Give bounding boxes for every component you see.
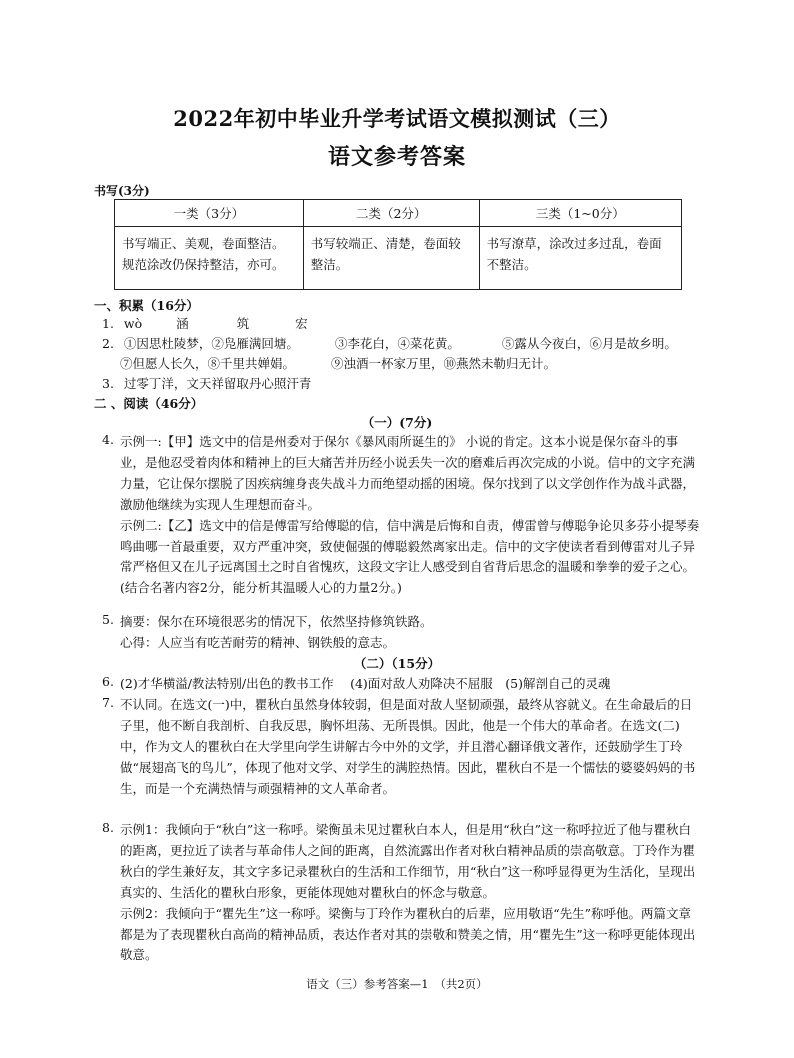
question-7-answer: 不认同。在选文(一)中，瞿秋白虽然身体较弱，但是面对敌人坚韧顽强，最终从容就义。在生命最后的日子里，他不断自我剖析、自我反思，胸怀坦荡、无所畏惧。因此，他是一个伟大的革命者。在选文(二)中，作为文人的瞿秋白在大学里向学生讲解古今中外的文学，并且潜心翻译俄文著作，还鼓励学生丁玲做“展翅高飞的鸟儿”，体现了他对文学、对学生的满腔热情。因此，瞿秋白不是一个懦怯的婆婆妈妈的书生，而是一个充满热情与顽强精神的文人革命者。 <box>120 697 696 796</box>
question-3: 3. 过零丁洋，文天祥留取丹心照汗青 <box>102 376 312 391</box>
table-header-row <box>115 200 682 227</box>
writing-criteria-table <box>114 199 682 290</box>
question-number: 8. <box>102 820 114 835</box>
question-number: 2. <box>102 336 114 351</box>
page-footer: 语文（三）参考答案—1 （共2页） <box>306 977 488 991</box>
writing-heading: 书写(3分) <box>94 184 150 198</box>
question-5-answer <box>120 612 700 654</box>
question-number: 6. <box>102 674 114 689</box>
question-number: 1. <box>102 316 114 331</box>
column-header-class-3: 三类（1~0分） <box>479 200 681 227</box>
q8-example-2: 示例2：我倾向于“瞿先生”这一称呼。梁衡与丁玲作为瞿秋白的后辈，应用敬语“先生”称呼他。两篇文章都是为了表现瞿秋白高尚的精神品质，表达作者对其的崇敬和赞美之情，用“瞿先生”这一称呼更能体现出敬意。 <box>120 905 696 963</box>
table-row <box>115 227 682 290</box>
part-1-heading: （一）(7分) <box>361 415 433 430</box>
question-number: 3. <box>102 376 114 391</box>
question-number: 5. <box>102 612 114 627</box>
criteria-class-2: 书写较端正、清楚，卷面较整洁。 <box>303 227 479 290</box>
question-1: 1. wò 涵 筑 宏 <box>102 316 308 331</box>
question-8-answer <box>120 820 700 966</box>
q5-summary: 摘要：保尔在环境很恶劣的情况下，依然坚持修筑铁路。 <box>120 614 433 629</box>
q5-reflection: 心得：人应当有吃苦耐劳的精神、钢铁般的意志。 <box>120 634 396 650</box>
question-number: 7. <box>102 695 114 710</box>
column-header-class-2: 二类（2分） <box>303 200 479 227</box>
page-title: 2022年初中毕业升学考试语文模拟测试（三） <box>173 106 621 131</box>
section-2-heading: 二 、阅读（46分） <box>94 396 204 411</box>
question-number: 4. <box>102 432 114 447</box>
column-header-class-1: 一类（3分） <box>115 200 304 227</box>
page-subtitle: 语文参考答案 <box>327 144 466 170</box>
question-6-answer: (2)才华横溢/教法特别/出色的教书工作 (4)面对敌人劝降决不屈服 (5)解剖自己的灵魂 <box>120 676 611 691</box>
section-1-heading: 一、积累（16分） <box>94 298 199 313</box>
q8-example-1: 示例1：我倾向于“秋白”这一称呼。梁衡虽未见过瞿秋白本人，但是用“秋白”这一称呼拉近了他与瞿秋白的距离，更拉近了读者与革命伟人之间的距离，自然流露出作者对秋白精神品质的崇高敬意。丁玲作为瞿秋白的学生兼好友，其文字多记录瞿秋白的生活和工作细节，用“秋白”这一称呼显得更为生活化，呈现出真实的、生活化的瞿秋白形象，更能体现她对瞿秋白的怀念与敬意。 <box>120 822 696 900</box>
q4-scoring-note: (结合名著内容2分，能分析其温暖人心的力量2分。) <box>120 580 402 596</box>
criteria-class-1: 书写端正、美观，卷面整洁。规范涂改仍保持整洁，亦可。 <box>115 227 304 290</box>
q4-example-1: 示例一:【甲】选文中的信是州委对于保尔《暴风雨所诞生的》 小说的肯定。这本小说是保尔奋斗的事业，是他忍受着肉体和精神上的巨大痛苦并历经小说丢失一次的磨难后再次完成的小说。信中的文字充满力量，它让保尔摆脱了因疾病缠身丧失战斗力而绝望动摇的困境。保尔找到了以文学创作作为战斗武器，激励他继续为实现人生理想而奋斗。 <box>120 434 696 512</box>
criteria-class-3: 书写潦草，涂改过多过乱，卷面不整洁。 <box>479 227 681 290</box>
part-2-heading: （二）（15分） <box>353 656 441 671</box>
question-2-line-2: ⑦但愿人长久，⑧千里共婵娟。 ⑨浊酒一杯家万里，⑩燕然未勒归无计。 <box>120 356 557 371</box>
question-4-answer <box>120 432 700 599</box>
q4-example-2: 示例二:【乙】选文中的信是傅雷写给傅聪的信，信中满是后悔和自责，傅雷曾与傅聪争论贝多芬小提琴奏鸣曲哪一首最重要，双方严重冲突，致使倔强的傅聪毅然离家出走。信中的文字使读者看到傅雷对儿子异常严格但又在儿子远离国土之时自省愧疚，这段文字让人感受到自省背后思念的温暖和拳拳的爱子之心。 <box>120 517 700 575</box>
question-2-line-1: 2. ①因思杜陵梦，②凫雁满回塘。 ③李花白，④菜花黄。 ⑤露从今夜白，⑥月是故乡明。 <box>102 336 677 351</box>
